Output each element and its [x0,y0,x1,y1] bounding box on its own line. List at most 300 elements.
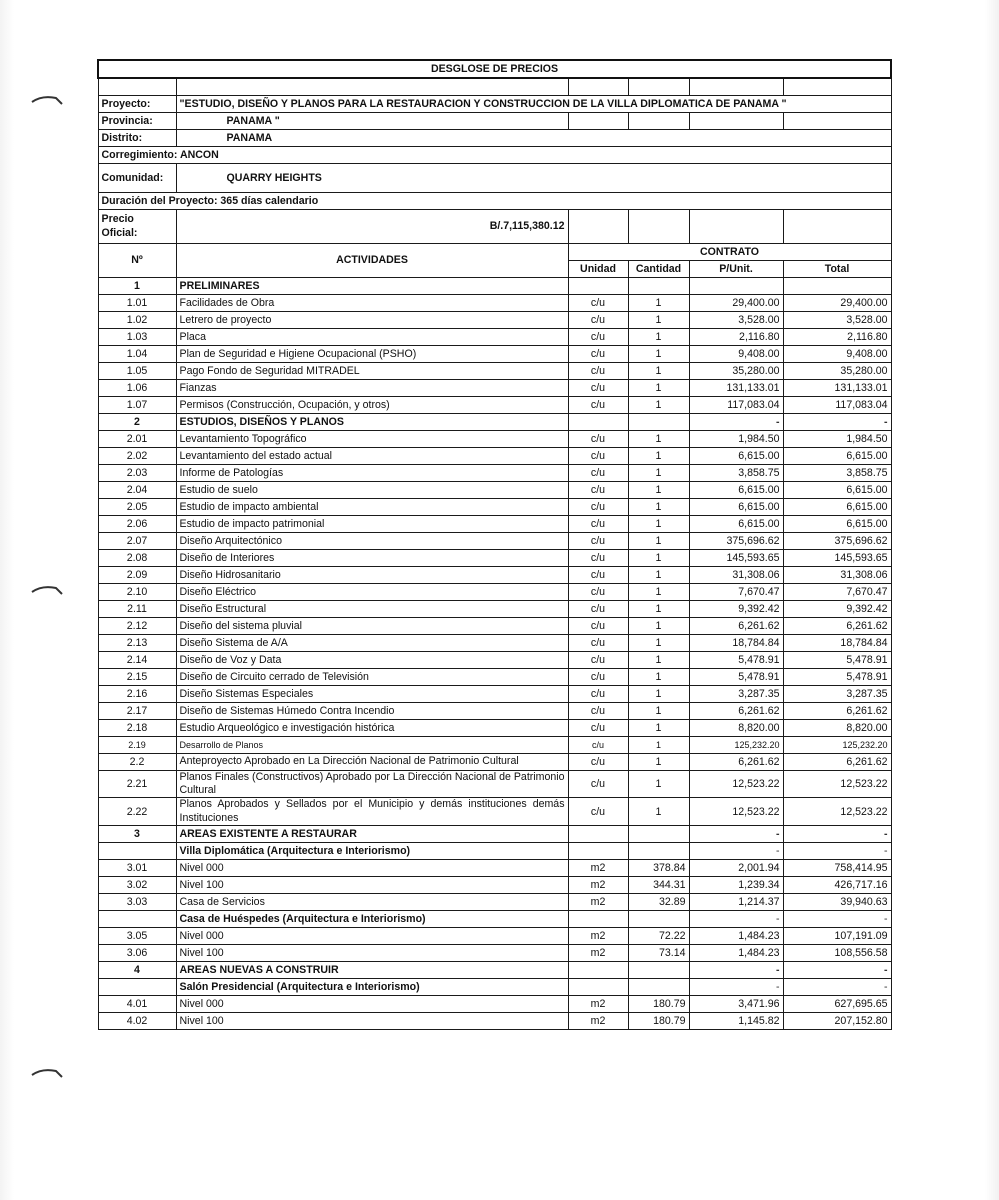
item-total: 39,940.63 [783,893,891,910]
item-total: 6,615.00 [783,482,891,499]
item-unit [568,825,628,842]
item-total: 5,478.91 [783,669,891,686]
item-unit-price: 131,133.01 [689,380,783,397]
item-number: 2.14 [98,652,176,669]
item-unit-price: 2,116.80 [689,329,783,346]
empty-cell [783,113,891,130]
table-row [98,584,891,601]
table-row [98,550,891,567]
precio-oficial-value: B/.7,115,380.12 [176,210,568,244]
item-unit: c/u [568,686,628,703]
item-total: 107,191.09 [783,927,891,944]
item-quantity: 344.31 [628,876,689,893]
item-description: Estudio Arqueológico e investigación histórica [176,720,568,737]
item-unit: c/u [568,635,628,652]
item-number: 1.05 [98,363,176,380]
price-breakdown-sheet [97,59,890,1030]
item-number: 1.04 [98,346,176,363]
item-number: 3.02 [98,876,176,893]
item-total: - [783,842,891,859]
item-unit [568,414,628,431]
item-unit: c/u [568,533,628,550]
item-unit: c/u [568,329,628,346]
item-number: 4 [98,961,176,978]
item-unit: m2 [568,876,628,893]
table-row [98,482,891,499]
proyecto-value: "ESTUDIO, DISEÑO Y PLANOS PARA LA RESTAURACION Y CONSTRUCCION DE LA VILLA DIPLOMATICA DE PANAMA " [176,96,891,113]
empty-cell [568,113,628,130]
table-row [98,652,891,669]
item-number: 2.04 [98,482,176,499]
item-total: 131,133.01 [783,380,891,397]
table-row [98,798,891,825]
table-row [98,893,891,910]
item-quantity: 73.14 [628,944,689,961]
table-row [98,499,891,516]
empty-cell [628,210,689,244]
item-quantity [628,910,689,927]
table-row [98,1012,891,1029]
item-total: 6,261.62 [783,703,891,720]
table-row [98,737,891,754]
item-unit-price: 6,261.62 [689,754,783,771]
item-description: Diseño de Circuito cerrado de Televisión [176,669,568,686]
item-unit-price: 117,083.04 [689,397,783,414]
item-total: 426,717.16 [783,876,891,893]
item-unit-price: 1,214.37 [689,893,783,910]
item-number: 2.12 [98,618,176,635]
item-unit: c/u [568,346,628,363]
item-unit-price: 8,820.00 [689,720,783,737]
item-unit: c/u [568,737,628,754]
item-quantity: 378.84 [628,859,689,876]
item-total: 2,116.80 [783,329,891,346]
col-header-actividades: ACTIVIDADES [176,244,568,278]
item-number: 2.09 [98,567,176,584]
item-unit: c/u [568,720,628,737]
item-number: 2.10 [98,584,176,601]
item-quantity [628,978,689,995]
item-description: Diseño Sistemas Especiales [176,686,568,703]
item-unit: c/u [568,499,628,516]
provincia-value: PANAMA " [176,113,568,130]
col-header-contrato: CONTRATO [568,244,891,261]
item-unit-price [689,278,783,295]
item-unit-price: 3,471.96 [689,995,783,1012]
item-unit: c/u [568,380,628,397]
item-number: 3.01 [98,859,176,876]
table-row [98,567,891,584]
item-unit: c/u [568,397,628,414]
item-unit-price: 12,523.22 [689,798,783,825]
table-row [98,363,891,380]
item-number: 2.16 [98,686,176,703]
empty-cell [568,78,628,96]
item-unit: c/u [568,295,628,312]
item-unit: c/u [568,601,628,618]
item-total: 117,083.04 [783,397,891,414]
item-total: 3,287.35 [783,686,891,703]
subsection-row [98,978,891,995]
item-quantity: 1 [628,448,689,465]
item-description: Villa Diplomática (Arquitectura e Interiorismo) [176,842,568,859]
item-unit: c/u [568,516,628,533]
item-number: 3.05 [98,927,176,944]
hole-punch-mark-icon [30,93,64,107]
empty-cell [783,210,891,244]
item-description: Diseño Sistema de A/A [176,635,568,652]
item-unit: c/u [568,798,628,825]
item-unit: m2 [568,927,628,944]
table-row [98,431,891,448]
item-unit: c/u [568,771,628,798]
item-unit: c/u [568,584,628,601]
item-quantity: 1 [628,584,689,601]
item-number [98,842,176,859]
item-unit-price: 6,615.00 [689,482,783,499]
item-description: Fianzas [176,380,568,397]
item-description: Diseño de Sistemas Húmedo Contra Incendio [176,703,568,720]
item-total: 9,408.00 [783,346,891,363]
empty-cell [689,113,783,130]
item-total [783,278,891,295]
item-unit-price: 18,784.84 [689,635,783,652]
precio-oficial-label: Precio Oficial: [98,210,176,244]
item-description: Estudio de suelo [176,482,568,499]
table-row [98,448,891,465]
item-unit: c/u [568,448,628,465]
item-description: Nivel 000 [176,995,568,1012]
subsection-row [98,910,891,927]
item-unit-price: 12,523.22 [689,771,783,798]
item-unit-price: - [689,910,783,927]
item-unit-price: 7,670.47 [689,584,783,601]
item-quantity: 1 [628,516,689,533]
item-total: 1,984.50 [783,431,891,448]
table-row [98,927,891,944]
item-number: 2.2 [98,754,176,771]
item-unit-price: 1,484.23 [689,927,783,944]
item-quantity: 1 [628,465,689,482]
item-unit: c/u [568,669,628,686]
item-quantity: 1 [628,635,689,652]
item-number: 2.03 [98,465,176,482]
duracion-label: Duración del Proyecto: 365 días calendario [98,193,891,210]
item-number: 3.03 [98,893,176,910]
empty-cell [568,210,628,244]
item-number: 2.15 [98,669,176,686]
item-unit-price: - [689,414,783,431]
item-number: 2.19 [98,737,176,754]
table-row [98,329,891,346]
item-quantity: 1 [628,754,689,771]
item-description: ESTUDIOS, DISEÑOS Y PLANOS [176,414,568,431]
item-quantity: 1 [628,567,689,584]
item-total: 12,523.22 [783,798,891,825]
section-row [98,961,891,978]
hole-punch-mark-icon [30,1066,64,1080]
item-unit-price: 1,984.50 [689,431,783,448]
item-quantity: 1 [628,397,689,414]
item-quantity: 1 [628,686,689,703]
price-breakdown-table [97,59,892,1030]
item-number: 2.11 [98,601,176,618]
item-total: 375,696.62 [783,533,891,550]
item-unit-price: 6,261.62 [689,703,783,720]
proyecto-label: Proyecto: [98,96,176,113]
item-number: 2.06 [98,516,176,533]
empty-cell [628,113,689,130]
item-number: 2.05 [98,499,176,516]
col-header-cantidad: Cantidad [628,261,689,278]
item-number: 1.02 [98,312,176,329]
empty-cell [628,78,689,96]
item-description: Plan de Seguridad e Higiene Ocupacional (PSHO) [176,346,568,363]
item-total: 3,858.75 [783,465,891,482]
empty-cell [689,210,783,244]
item-quantity: 1 [628,771,689,798]
table-row [98,312,891,329]
item-quantity [628,278,689,295]
table-row [98,635,891,652]
provincia-label: Provincia: [98,113,176,130]
item-number: 1.03 [98,329,176,346]
item-number: 2.17 [98,703,176,720]
item-unit-price: 1,484.23 [689,944,783,961]
table-row [98,346,891,363]
table-row [98,686,891,703]
item-number: 2.08 [98,550,176,567]
item-unit-price: 125,232.20 [689,737,783,754]
item-description: Levantamiento del estado actual [176,448,568,465]
item-description: Diseño de Interiores [176,550,568,567]
item-unit-price: 375,696.62 [689,533,783,550]
item-description: Placa [176,329,568,346]
item-unit-price: 1,145.82 [689,1012,783,1029]
item-quantity: 1 [628,601,689,618]
item-quantity: 1 [628,798,689,825]
item-number: 2.21 [98,771,176,798]
item-quantity [628,842,689,859]
item-description: Casa de Huéspedes (Arquitectura e Interiorismo) [176,910,568,927]
item-number: 4.01 [98,995,176,1012]
item-description: Desarrollo de Planos [176,737,568,754]
item-description: AREAS EXISTENTE A RESTAURAR [176,825,568,842]
item-description: PRELIMINARES [176,278,568,295]
item-unit: c/u [568,312,628,329]
section-row [98,414,891,431]
item-unit-price: 3,528.00 [689,312,783,329]
item-quantity: 180.79 [628,995,689,1012]
item-quantity: 1 [628,499,689,516]
item-unit-price: - [689,961,783,978]
item-total: 207,152.80 [783,1012,891,1029]
table-row [98,601,891,618]
item-quantity: 1 [628,618,689,635]
item-number: 2.07 [98,533,176,550]
hole-punch-mark-icon [30,583,64,597]
item-description: Diseño Hidrosanitario [176,567,568,584]
item-unit-price: 1,239.34 [689,876,783,893]
item-total: 125,232.20 [783,737,891,754]
item-description: Nivel 100 [176,944,568,961]
item-unit: m2 [568,995,628,1012]
item-unit [568,978,628,995]
item-quantity: 1 [628,295,689,312]
document-title: DESGLOSE DE PRECIOS [98,60,891,78]
item-number: 3 [98,825,176,842]
table-row [98,295,891,312]
comunidad-value: QUARRY HEIGHTS [176,164,891,193]
item-description: Anteproyecto Aprobado en La Dirección Nacional de Patrimonio Cultural [176,754,568,771]
col-header-num: Nº [98,244,176,278]
item-description: Salón Presidencial (Arquitectura e Interiorismo) [176,978,568,995]
item-description: AREAS NUEVAS A CONSTRUIR [176,961,568,978]
item-unit [568,961,628,978]
item-quantity: 1 [628,652,689,669]
item-description: Facilidades de Obra [176,295,568,312]
item-total: 6,615.00 [783,499,891,516]
item-unit [568,278,628,295]
item-number: 1.06 [98,380,176,397]
item-number [98,910,176,927]
item-unit [568,910,628,927]
item-description: Diseño del sistema pluvial [176,618,568,635]
item-description: Nivel 000 [176,859,568,876]
item-total: 6,615.00 [783,448,891,465]
item-unit: m2 [568,859,628,876]
item-unit-price: 6,615.00 [689,499,783,516]
item-total: 627,695.65 [783,995,891,1012]
item-quantity: 32.89 [628,893,689,910]
item-unit-price: 6,261.62 [689,618,783,635]
item-unit-price: - [689,842,783,859]
item-description: Estudio de impacto patrimonial [176,516,568,533]
table-row [98,859,891,876]
empty-cell [98,78,176,96]
item-quantity: 1 [628,703,689,720]
item-unit-price: 145,593.65 [689,550,783,567]
item-total: 7,670.47 [783,584,891,601]
item-description: Diseño Eléctrico [176,584,568,601]
item-description: Estudio de impacto ambiental [176,499,568,516]
item-quantity: 1 [628,550,689,567]
item-unit-price: 2,001.94 [689,859,783,876]
item-quantity: 1 [628,737,689,754]
item-quantity [628,961,689,978]
item-unit-price: 3,287.35 [689,686,783,703]
item-total: 9,392.42 [783,601,891,618]
item-number: 3.06 [98,944,176,961]
empty-cell [176,78,568,96]
item-description: Casa de Servicios [176,893,568,910]
item-number: 1 [98,278,176,295]
subsection-row [98,842,891,859]
item-unit: c/u [568,363,628,380]
item-total: - [783,961,891,978]
table-row [98,397,891,414]
item-quantity: 1 [628,329,689,346]
item-unit: c/u [568,550,628,567]
item-total: 8,820.00 [783,720,891,737]
item-unit: c/u [568,465,628,482]
item-total: 18,784.84 [783,635,891,652]
item-total: - [783,910,891,927]
item-description: Planos Finales (Constructivos) Aprobado por La Dirección Nacional de Patrimonio Cultural [176,771,568,798]
item-quantity: 1 [628,720,689,737]
item-quantity: 1 [628,431,689,448]
item-description: Nivel 000 [176,927,568,944]
item-unit-price: 9,408.00 [689,346,783,363]
table-row [98,703,891,720]
item-description: Levantamiento Topográfico [176,431,568,448]
item-number: 2.22 [98,798,176,825]
item-total: - [783,978,891,995]
item-unit: c/u [568,431,628,448]
item-quantity: 180.79 [628,1012,689,1029]
item-number [98,978,176,995]
item-unit-price: 35,280.00 [689,363,783,380]
item-quantity [628,414,689,431]
item-quantity: 1 [628,346,689,363]
item-total: 145,593.65 [783,550,891,567]
item-unit-price: - [689,978,783,995]
comunidad-label: Comunidad: [98,164,176,193]
item-unit: c/u [568,703,628,720]
item-total: 29,400.00 [783,295,891,312]
item-description: Nivel 100 [176,1012,568,1029]
col-header-unidad: Unidad [568,261,628,278]
item-quantity: 1 [628,669,689,686]
item-total: 758,414.95 [783,859,891,876]
table-row [98,533,891,550]
item-unit: c/u [568,652,628,669]
item-total: 3,528.00 [783,312,891,329]
col-header-punit: P/Unit. [689,261,783,278]
item-unit-price: - [689,825,783,842]
item-unit-price: 5,478.91 [689,652,783,669]
item-unit: c/u [568,754,628,771]
empty-cell [689,78,783,96]
item-description: Planos Aprobados y Sellados por el Municipio y demás instituciones demás Instituciones [176,798,568,825]
item-quantity [628,825,689,842]
item-total: 31,308.06 [783,567,891,584]
table-row [98,618,891,635]
table-row [98,754,891,771]
item-total: 108,556.58 [783,944,891,961]
item-unit-price: 6,615.00 [689,448,783,465]
item-unit-price: 6,615.00 [689,516,783,533]
distrito-value: PANAMA [176,130,891,147]
item-quantity: 1 [628,482,689,499]
item-number: 2.02 [98,448,176,465]
activity-rows [98,278,891,1030]
item-number: 2.18 [98,720,176,737]
item-total: 6,261.62 [783,618,891,635]
table-row [98,720,891,737]
item-unit: m2 [568,1012,628,1029]
item-description: Permisos (Construcción, Ocupación, y otros) [176,397,568,414]
table-row [98,380,891,397]
empty-cell [783,78,891,96]
item-unit: m2 [568,944,628,961]
item-number: 1.01 [98,295,176,312]
item-quantity: 72.22 [628,927,689,944]
item-total: 35,280.00 [783,363,891,380]
item-unit-price: 31,308.06 [689,567,783,584]
item-unit-price: 29,400.00 [689,295,783,312]
item-number: 2.13 [98,635,176,652]
